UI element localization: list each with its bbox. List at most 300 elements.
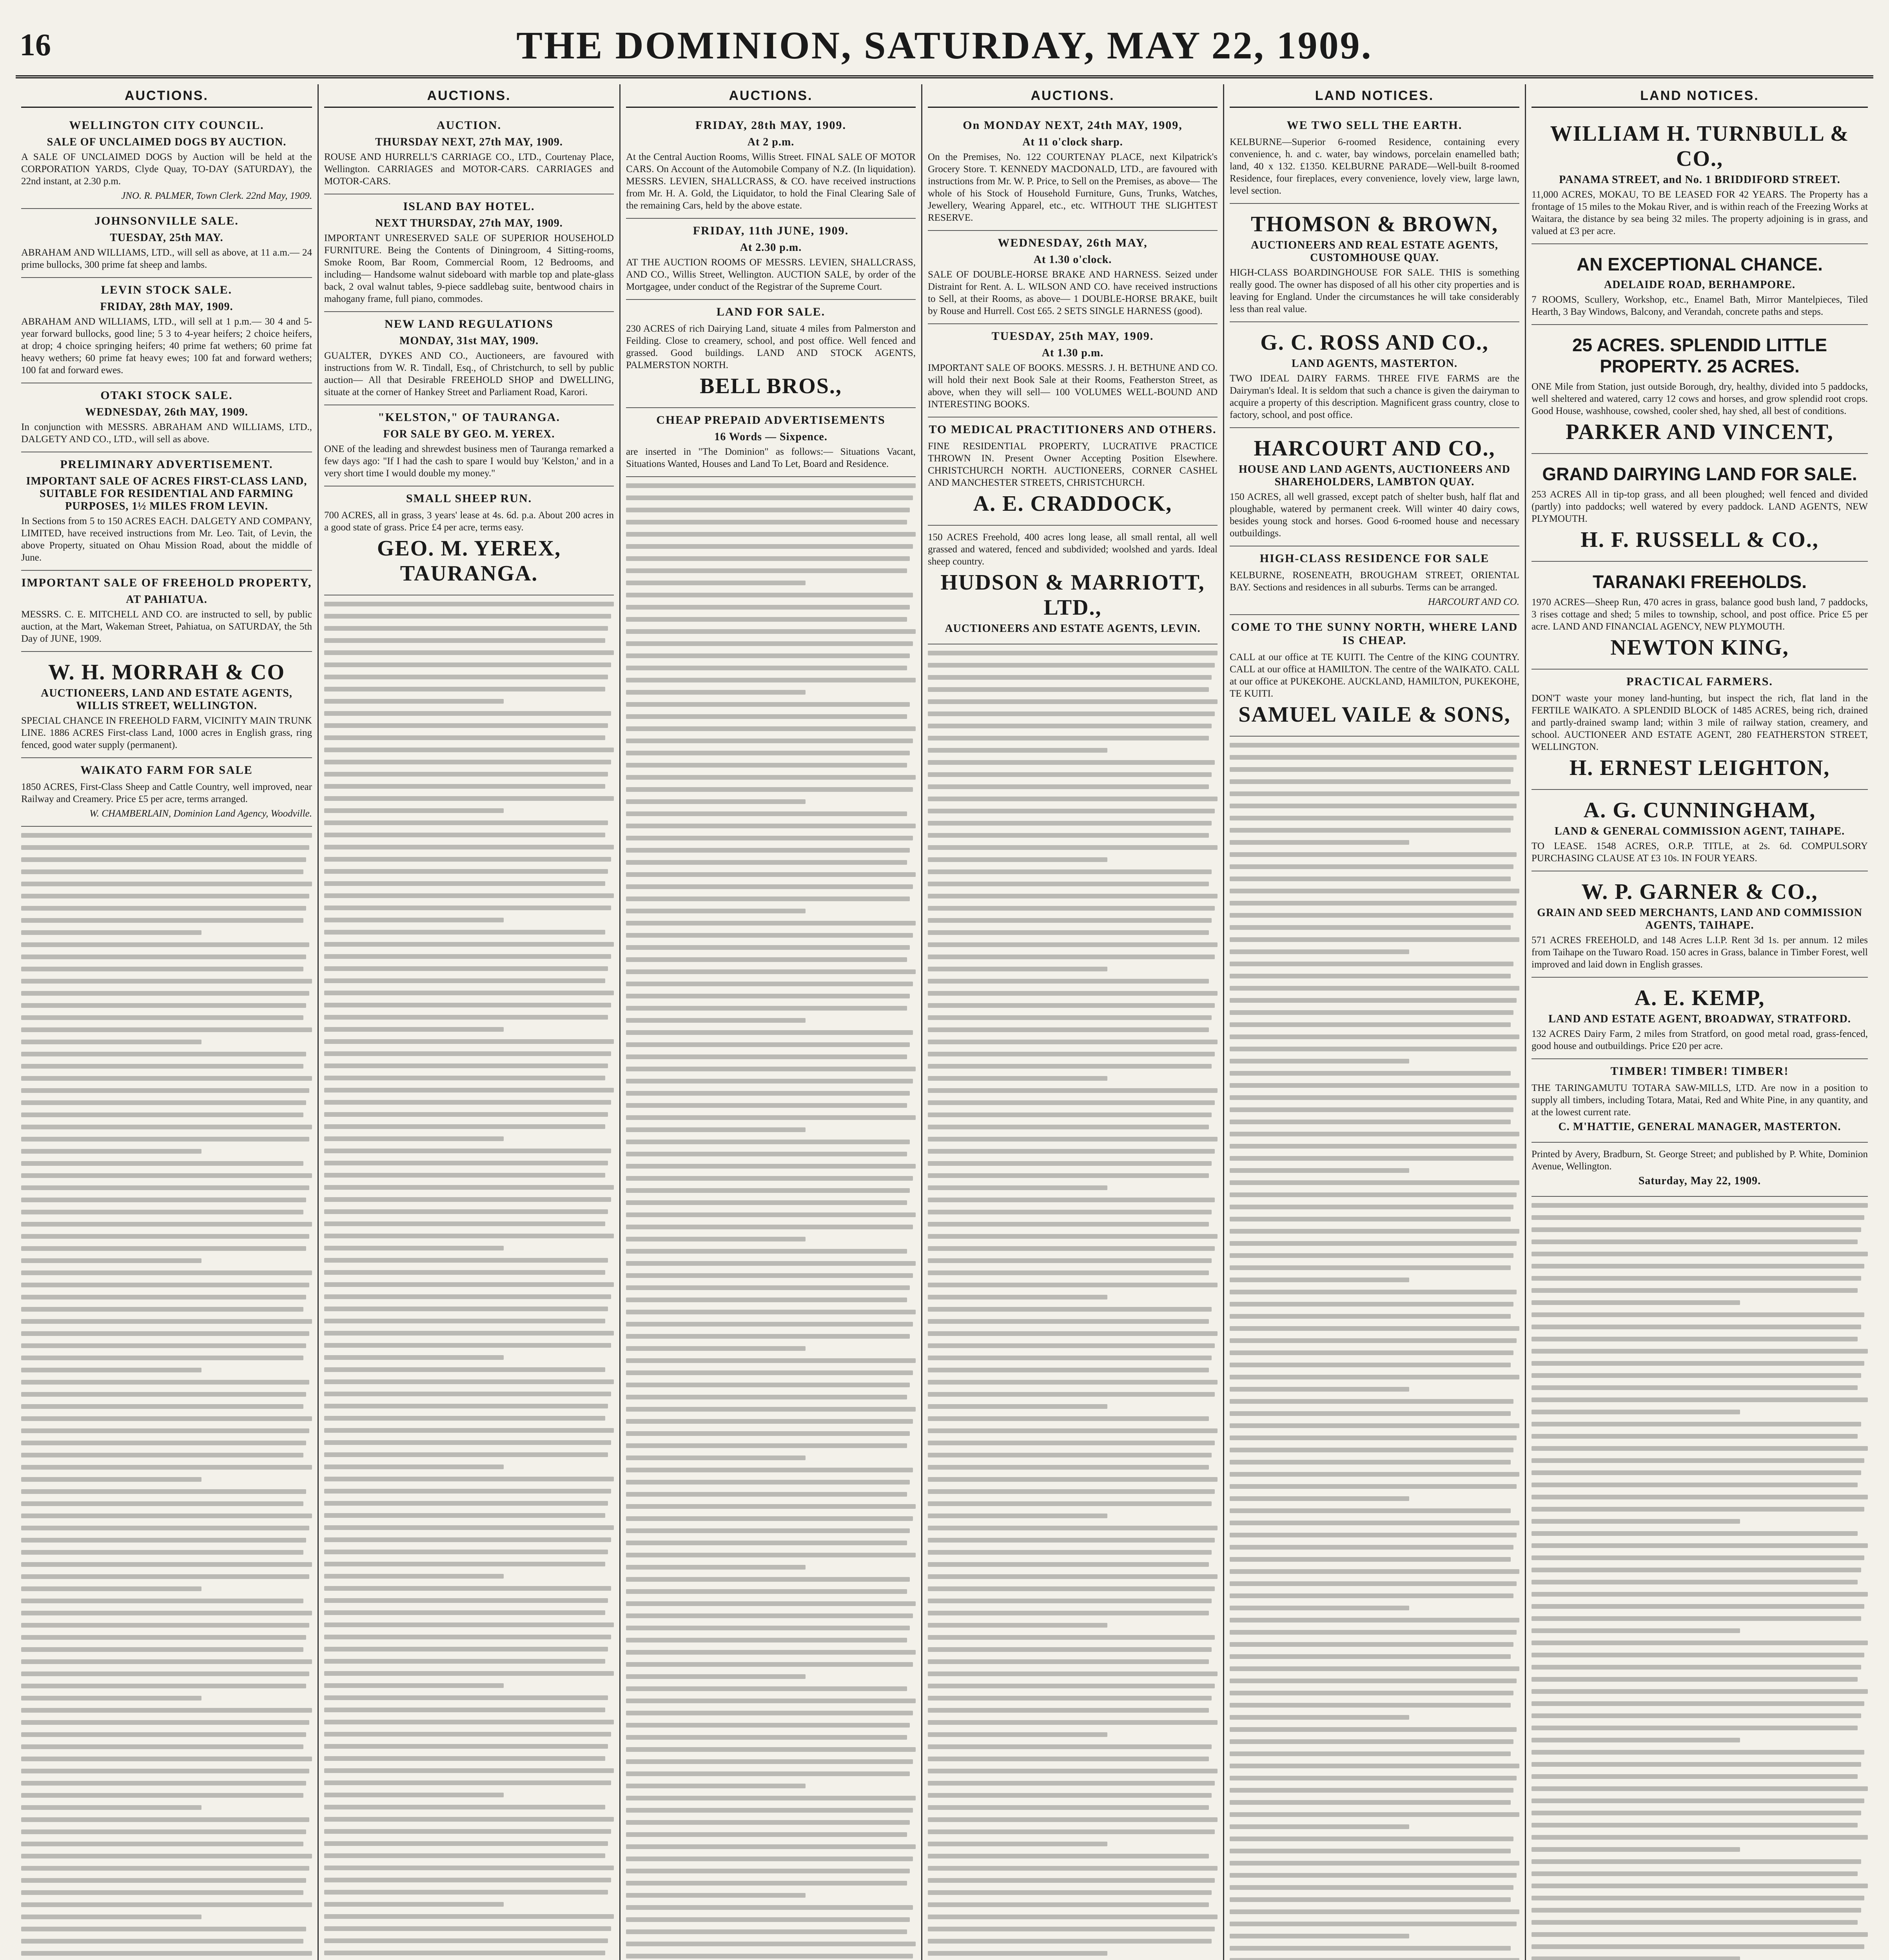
ad-block: [21, 209, 312, 278]
text-line-texture: [1230, 1715, 1409, 1720]
text-line-texture: [324, 1550, 608, 1554]
ad-block: [324, 312, 614, 405]
ad-body: 7 ROOMS, Scullery, Workshop, etc., Enamel Bath, Mirror Mantelpieces, Tiled Hearth, 3 Bay Windows, Balcony, and Verandah, concrete paths and steps.: [1532, 294, 1868, 317]
text-line-texture: [1230, 1460, 1511, 1465]
text-line-texture: [21, 1088, 309, 1093]
text-line-texture: [626, 1796, 916, 1800]
text-line-texture: [1230, 1654, 1511, 1659]
text-line-texture: [21, 1380, 309, 1385]
text-line-texture: [1532, 1847, 1740, 1852]
ad-body: In Sections from 5 to 150 ACRES EACH. DALGETY AND COMPANY, LIMITED, have received instructions from Mr. Leo. Tait, of Levin, the above Property, situated on Ohau Mission Road, about the middle of June.: [21, 516, 312, 563]
ad-block: [324, 486, 614, 595]
ad-firm-name: H. ERNEST LEIGHTON,: [1569, 756, 1830, 780]
text-line-texture: [324, 1124, 605, 1129]
text-line-texture: [626, 872, 916, 877]
text-line-texture: [324, 1282, 614, 1287]
text-line-texture: [626, 1212, 916, 1217]
text-line-texture: [1532, 1568, 1861, 1572]
text-line-texture: [1230, 1885, 1513, 1890]
text-line-texture: [1230, 791, 1519, 796]
text-line-texture: [928, 1404, 1107, 1409]
text-line-texture: [1532, 1884, 1868, 1888]
text-line-texture: [626, 969, 916, 974]
text-line-texture: [21, 1854, 312, 1858]
text-line-texture: [324, 1586, 611, 1591]
text-line-texture: [1532, 1580, 1858, 1584]
column-6: [1525, 84, 1873, 1960]
text-line-texture: [21, 894, 309, 898]
text-line-texture: [928, 1234, 1218, 1239]
text-line-texture: [928, 1671, 1218, 1676]
text-line-texture: [928, 1295, 1107, 1299]
text-line-texture: [1230, 1034, 1519, 1039]
text-line-texture: [1532, 1871, 1858, 1876]
text-line-texture: [324, 760, 611, 764]
text-line-texture: [928, 1805, 1209, 1810]
ad-body: 132 ACRES Dairy Farm, 2 miles from Stratford, on good metal road, grass-fenced, good house and outbuildings. Price £20 per acre.: [1532, 1029, 1868, 1051]
text-line-texture: [1230, 901, 1517, 906]
text-line-texture: [324, 626, 608, 631]
text-line-texture: [21, 1769, 309, 1773]
text-line-texture: [324, 808, 504, 813]
text-line-texture: [928, 1246, 1215, 1251]
ad-subheading: At 2.30 p.m.: [740, 241, 802, 254]
text-line-texture: [324, 1756, 605, 1761]
text-line-texture: [1230, 1557, 1511, 1562]
ad-body: GUALTER, DYKES AND CO., Auctioneers, are favoured with instructions from W. R. Tindall, Esq., of Christchurch, to sell by public auction— All that Desirable FREEHOLD SHOP and DWELLING, situate at the corner of Hankey Street and Parliament Road, Karori.: [324, 350, 614, 397]
text-line-texture: [1230, 1326, 1519, 1331]
text-line-texture: [324, 1039, 614, 1044]
text-line-texture: [21, 1890, 303, 1895]
text-line-texture: [928, 1270, 1209, 1275]
ad-body: 150 ACRES Freehold, 400 acres long lease, all small rental, all well grassed and watered, fenced and subdivided; woolshed and yards. Ideal sheep country.: [928, 532, 1218, 567]
text-line-texture: [1230, 1533, 1517, 1537]
text-line-texture: [21, 1939, 303, 1944]
text-line-texture: [1230, 1764, 1519, 1768]
text-line-texture: [324, 954, 611, 959]
text-line-texture: [1230, 1095, 1517, 1100]
text-line-texture: [626, 1310, 916, 1314]
ad-body: 700 ACRES, all in grass, 3 years' lease at 4s. 6d. p.a. About 200 acres in a good state of grass. Price £4 per acre, terms easy.: [324, 510, 614, 533]
text-line-texture: [324, 845, 614, 849]
column-text-texture: [626, 483, 916, 1960]
text-line-texture: [324, 1695, 608, 1700]
text-line-texture: [324, 1938, 608, 1943]
text-line-texture: [928, 1185, 1107, 1190]
text-line-texture: [928, 1453, 1212, 1457]
ad-body: ABRAHAM AND WILLIAMS, LTD., will sell as above, at 11 a.m.— 24 prime bullocks, 300 prime fat sheep and lambs.: [21, 247, 312, 270]
text-line-texture: [1532, 1446, 1868, 1451]
text-line-texture: [626, 508, 910, 512]
column-heading: AUCTIONS.: [324, 84, 614, 108]
text-line-texture: [324, 1793, 504, 1797]
text-line-texture: [324, 918, 504, 922]
text-line-texture: [928, 1428, 1218, 1433]
text-line-texture: [626, 1152, 907, 1156]
text-line-texture: [928, 736, 1209, 740]
text-line-texture: [626, 751, 910, 755]
text-line-texture: [21, 1526, 309, 1530]
text-line-texture: [324, 869, 608, 874]
text-line-texture: [1230, 1861, 1519, 1866]
text-line-texture: [1532, 1701, 1864, 1706]
text-line-texture: [626, 1322, 913, 1327]
text-line-texture: [1230, 1472, 1519, 1477]
text-line-texture: [21, 1586, 201, 1591]
text-line-texture: [324, 735, 605, 740]
text-line-texture: [21, 1489, 306, 1494]
text-line-texture: [1230, 1849, 1511, 1853]
text-line-texture: [928, 1951, 1107, 1956]
text-line-texture: [21, 1501, 303, 1506]
text-line-texture: [626, 1942, 916, 1946]
text-line-texture: [1230, 1387, 1409, 1392]
text-line-texture: [928, 1319, 1209, 1324]
text-line-texture: [1230, 1278, 1409, 1282]
text-line-texture: [21, 1659, 312, 1664]
text-line-texture: [1230, 1168, 1409, 1173]
text-line-texture: [626, 1407, 916, 1412]
text-line-texture: [1532, 1397, 1868, 1402]
text-line-texture: [324, 1440, 611, 1445]
text-line-texture: [928, 1331, 1218, 1336]
text-line-texture: [1230, 1180, 1519, 1185]
text-line-texture: [21, 906, 306, 911]
text-line-texture: [21, 930, 201, 935]
ad-subheading: FRIDAY, 28th MAY, 1909.: [100, 301, 233, 313]
text-line-texture: [626, 1395, 907, 1399]
ad-body: 1970 ACRES—Sheep Run, 470 acres in grass, balance good bush land, 7 paddocks, 3 rises cottage and shed; 5 miles to township, school, and post office. Price £5 per acre. LAND AND FINANCIAL AGENCY, NEW PLYMOUTH.: [1532, 597, 1868, 632]
text-line-texture: [626, 1601, 916, 1606]
text-line-texture: [1532, 1555, 1864, 1560]
text-line-texture: [1230, 998, 1517, 1003]
text-line-texture: [1532, 1798, 1864, 1803]
text-line-texture: [1532, 1373, 1861, 1378]
text-line-texture: [324, 1003, 611, 1007]
ad-firm-name: A. E. CRADDOCK,: [973, 492, 1172, 516]
text-line-texture: [626, 1370, 913, 1375]
text-line-texture: [324, 723, 608, 728]
text-line-texture: [626, 1018, 806, 1023]
text-line-texture: [324, 1027, 504, 1032]
column-text-texture: [21, 833, 312, 1960]
text-line-texture: [928, 1635, 1215, 1640]
text-line-texture: [21, 833, 312, 838]
text-line-texture: [1532, 1774, 1858, 1779]
text-line-texture: [1532, 1616, 1861, 1621]
text-line-texture: [928, 724, 1212, 728]
text-line-texture: [626, 1541, 907, 1545]
text-line-texture: [324, 1428, 614, 1433]
ad-block: [1532, 562, 1868, 670]
text-line-texture: [1532, 1859, 1861, 1864]
text-line-texture: [21, 1514, 312, 1518]
text-line-texture: [324, 942, 614, 947]
text-line-texture: [1230, 889, 1519, 893]
text-line-texture: [626, 1638, 907, 1642]
text-line-texture: [928, 1173, 1209, 1178]
text-line-texture: [1230, 1083, 1519, 1088]
text-line-texture: [21, 869, 303, 874]
ad-block: [1230, 546, 1519, 615]
ad-firm-name: W. H. MORRAH & CO: [48, 660, 285, 684]
text-line-texture: [626, 1383, 910, 1387]
text-line-texture: [626, 1553, 916, 1557]
text-line-texture: [21, 1210, 303, 1214]
ad-heading: WELLINGTON CITY COUNCIL.: [69, 119, 264, 132]
ad-block: [928, 417, 1218, 526]
text-line-texture: [626, 1419, 913, 1424]
ad-heading: TO MEDICAL PRACTITIONERS AND OTHERS.: [929, 423, 1217, 436]
text-line-texture: [1230, 1411, 1511, 1416]
text-line-texture: [1230, 1508, 1511, 1513]
text-line-texture: [928, 918, 1212, 923]
text-line-texture: [324, 1331, 614, 1336]
ad-signature: HARCOURT AND CO.: [1428, 597, 1519, 607]
text-line-texture: [324, 748, 614, 752]
ad-subheading: AUCTIONEERS AND REAL ESTATE AGENTS, CUSTOMHOUSE QUAY.: [1251, 239, 1498, 264]
text-line-texture: [928, 1258, 1212, 1263]
text-line-texture: [928, 1161, 1212, 1166]
text-line-texture: [324, 1404, 608, 1408]
text-line-texture: [21, 1805, 201, 1810]
text-line-texture: [21, 1732, 306, 1737]
text-line-texture: [1230, 925, 1511, 930]
text-line-texture: [928, 1659, 1209, 1664]
text-line-texture: [1230, 1521, 1519, 1525]
text-line-texture: [324, 1489, 611, 1494]
text-line-texture: [928, 1343, 1215, 1348]
ad-subheading: MONDAY, 31st MAY, 1909.: [399, 335, 539, 347]
text-line-texture: [626, 1674, 806, 1679]
ad-body: THE TARINGAMUTU TOTARA SAW-MILLS, LTD. Are now in a position to supply all timbers, including Totara, Matai, Red and White Pine, in any quantity, and at the lowest current rate.: [1532, 1083, 1868, 1118]
text-line-texture: [1230, 816, 1513, 820]
text-line-texture: [1230, 767, 1513, 772]
ad-heading: SMALL SHEEP RUN.: [406, 492, 532, 505]
ad-block: [1532, 244, 1868, 325]
text-line-texture: [928, 1027, 1209, 1032]
text-line-texture: [626, 1771, 910, 1776]
text-line-texture: [324, 857, 611, 862]
ad-body: ABRAHAM AND WILLIAMS, LTD., will sell at 1 p.m.— 30 4 and 5-year forward bullocks, good line; 5 3 to 4-year heifers; 2 choice heifers, at drop; 4 choice springing heifers; 40 prime fat wethers; 60 prime fat heavy wethers; 60 prime fat heavy ewes; 100 fat and forward wethers; 100 fat and forward ewes.: [21, 316, 312, 376]
ad-subheading: At 1.30 p.m.: [1042, 347, 1104, 359]
text-line-texture: [626, 1091, 910, 1096]
text-line-texture: [1230, 877, 1511, 881]
text-line-texture: [21, 1477, 201, 1482]
ad-body: ONE of the leading and shrewdest business men of Tauranga remarked a few days ago: "If I had the cash to spare I would buy 'Kelston,' and in a very short time I would double my money.": [324, 444, 614, 479]
text-line-texture: [928, 1052, 1215, 1056]
text-line-texture: [626, 653, 910, 658]
text-line-texture: [928, 1198, 1215, 1202]
ad-heading: FRIDAY, 28th MAY, 1909.: [695, 119, 846, 132]
text-line-texture: [21, 1538, 306, 1543]
text-line-texture: [1230, 1800, 1511, 1805]
text-line-texture: [21, 1866, 309, 1871]
text-line-texture: [1230, 1691, 1513, 1695]
text-line-texture: [324, 1671, 614, 1676]
text-line-texture: [1230, 1484, 1517, 1489]
text-line-texture: [21, 1684, 306, 1688]
text-line-texture: [324, 662, 611, 667]
text-line-texture: [324, 1100, 611, 1105]
ad-body: A SALE OF UNCLAIMED DOGS by Auction will be held at the CORPORATION YARDS, Clyde Quay, TO-DAY (SATURDAY), the 22nd instant, at 2.30 p.m.: [21, 152, 312, 187]
text-line-texture: [21, 1720, 309, 1725]
text-line-texture: [626, 1006, 907, 1011]
text-line-texture: [1532, 1811, 1861, 1815]
text-line-texture: [21, 1915, 201, 1919]
ad-firm-name: HARCOURT AND CO.,: [1254, 436, 1495, 461]
text-line-texture: [928, 1015, 1212, 1020]
text-line-texture: [928, 1125, 1209, 1129]
text-line-texture: [928, 1307, 1212, 1312]
ad-subheading: AUCTIONEERS AND ESTATE AGENTS, LEVIN.: [945, 622, 1201, 635]
text-line-texture: [1230, 1132, 1519, 1136]
text-line-texture: [21, 1842, 303, 1846]
text-line-texture: [1230, 949, 1409, 954]
text-line-texture: [626, 532, 916, 537]
text-line-texture: [928, 1100, 1215, 1105]
text-line-texture: [1230, 1873, 1517, 1878]
ad-subheading: IMPORTANT SALE OF ACRES FIRST-CLASS LAND, SUITABLE FOR RESIDENTIAL AND FARMING PURPOSES, 1½ MILES FROM LEVIN.: [26, 475, 307, 512]
text-line-texture: [1230, 1727, 1517, 1732]
text-line-texture: [21, 1428, 309, 1433]
text-line-texture: [626, 495, 913, 500]
text-line-texture: [21, 1404, 303, 1409]
text-line-texture: [324, 1149, 611, 1153]
text-line-texture: [1230, 962, 1513, 966]
ad-signature: W. CHAMBERLAIN, Dominion Land Agency, Woodville.: [89, 808, 312, 819]
ad-block: [21, 758, 312, 827]
ad-heading: FRIDAY, 11th JUNE, 1909.: [693, 224, 849, 237]
text-line-texture: [928, 1380, 1218, 1385]
text-line-texture: [928, 821, 1212, 826]
text-line-texture: [1230, 1545, 1513, 1550]
text-line-texture: [928, 675, 1212, 680]
text-line-texture: [1532, 1592, 1868, 1597]
text-line-texture: [21, 1392, 306, 1397]
text-line-texture: [1230, 1302, 1513, 1307]
text-line-texture: [626, 933, 913, 938]
text-line-texture: [928, 1112, 1212, 1117]
ad-subheading: LAND AGENTS, MASTERTON.: [1292, 358, 1457, 370]
text-line-texture: [21, 1562, 312, 1567]
ad-block: [626, 219, 916, 300]
text-line-texture: [626, 1759, 913, 1764]
text-line-texture: [324, 1465, 504, 1469]
text-line-texture: [928, 809, 1215, 813]
ad-subheading: 16 Words — Sixpence.: [714, 431, 827, 443]
text-line-texture: [928, 1538, 1215, 1543]
text-line-texture: [21, 1453, 303, 1457]
text-line-texture: [928, 1550, 1212, 1555]
text-line-texture: [626, 544, 913, 549]
text-line-texture: [324, 1173, 605, 1178]
text-line-texture: [626, 775, 916, 780]
text-line-texture: [1230, 913, 1513, 918]
text-line-texture: [928, 1149, 1215, 1154]
text-line-texture: [626, 605, 910, 610]
text-line-texture: [1532, 1349, 1868, 1354]
ad-block: [626, 113, 916, 219]
text-line-texture: [626, 811, 907, 816]
text-line-texture: [1532, 1215, 1864, 1220]
text-line-texture: [324, 675, 608, 679]
column-4: [921, 84, 1223, 1960]
ad-subheading: FOR SALE BY GEO. M. YEREX.: [383, 428, 555, 440]
text-line-texture: [1230, 1703, 1511, 1708]
page-number: 16: [20, 28, 51, 62]
ad-firm-name: BELL BROS.,: [700, 374, 842, 398]
text-line-texture: [626, 1832, 907, 1837]
ad-block: [1230, 615, 1519, 737]
text-line-texture: [928, 1210, 1212, 1214]
text-line-texture: [626, 982, 913, 986]
printer-imprint: [1532, 1143, 1868, 1197]
text-line-texture: [324, 1708, 605, 1712]
text-line-texture: [1532, 1507, 1864, 1512]
text-line-texture: [324, 1501, 608, 1506]
ad-subheading: SALE OF UNCLAIMED DOGS BY AUCTION.: [47, 136, 287, 148]
text-line-texture: [626, 799, 806, 804]
text-line-texture: [626, 860, 907, 865]
text-line-texture: [1230, 828, 1511, 833]
text-line-texture: [626, 678, 916, 682]
text-line-texture: [1532, 1434, 1858, 1439]
ad-body: IMPORTANT SALE OF BOOKS. MESSRS. J. H. BETHUNE AND CO. will hold their next Book Sale at their Rooms, Featherston Street, as above, when they will sell— 100 VOLUMES WELL-BOUND AND INTERESTING BOOKS.: [928, 363, 1218, 410]
text-line-texture: [928, 1514, 1107, 1518]
text-line-texture: [21, 1623, 309, 1628]
text-line-texture: [626, 1480, 910, 1485]
ad-heading: IMPORTANT SALE OF FREEHOLD PROPERTY,: [21, 576, 312, 589]
text-line-texture: [324, 1416, 605, 1421]
text-line-texture: [324, 1307, 608, 1311]
text-line-texture: [324, 1720, 614, 1724]
text-line-texture: [928, 1915, 1218, 1919]
ad-body: IMPORTANT UNRESERVED SALE OF SUPERIOR HOUSEHOLD FURNITURE. Being the Contents of Diningroom, 4 Sitting-rooms, Smoke Room, Bar Room, Commercial Room, 12 Bedrooms, and including— Handsome walnut sideboard with marble top and plate-glass back, 2 oval walnut tables, 9-piece saddlebag suite, bentwood chairs in mahogany frame, full piano, commodes.: [324, 233, 614, 304]
text-line-texture: [21, 1040, 201, 1044]
text-line-texture: [626, 1115, 916, 1120]
text-line-texture: [1230, 755, 1517, 760]
text-line-texture: [324, 1076, 605, 1080]
text-line-texture: [1532, 1519, 1740, 1524]
text-line-texture: [626, 763, 907, 768]
text-line-texture: [1230, 1338, 1517, 1343]
text-line-texture: [1230, 1253, 1513, 1258]
text-line-texture: [626, 1176, 913, 1181]
text-line-texture: [1532, 1203, 1868, 1208]
text-line-texture: [21, 1125, 312, 1129]
text-line-texture: [626, 1723, 910, 1728]
ad-heading: PRACTICAL FARMERS.: [1626, 675, 1773, 688]
ad-block: [1532, 978, 1868, 1059]
text-line-texture: [928, 991, 1218, 996]
text-line-texture: [21, 1283, 309, 1287]
text-line-texture: [21, 1270, 312, 1275]
text-line-texture: [928, 1222, 1209, 1227]
text-line-texture: [626, 1334, 910, 1339]
text-line-texture: [928, 1902, 1209, 1907]
text-line-texture: [1532, 1677, 1858, 1682]
text-line-texture: [1532, 1944, 1864, 1949]
text-line-texture: [626, 1686, 907, 1691]
ad-subheading: LAND AND ESTATE AGENT, BROADWAY, STRATFORD.: [1548, 1013, 1851, 1025]
text-line-texture: [21, 1343, 306, 1348]
text-line-texture: [324, 1513, 605, 1518]
text-line-texture: [21, 1003, 306, 1008]
text-line-texture: [324, 1197, 611, 1202]
ad-body: CALL at our office at TE KUITI. The Centre of the KING COUNTRY. CALL at our office at HAMILTON. The centre of the WAIKATO. CALL at our office at PUKEKOHE. AUCKLAND, HAMILTON, PUKEKOHE, TE KUITI.: [1230, 652, 1519, 699]
text-line-texture: [626, 1528, 910, 1533]
